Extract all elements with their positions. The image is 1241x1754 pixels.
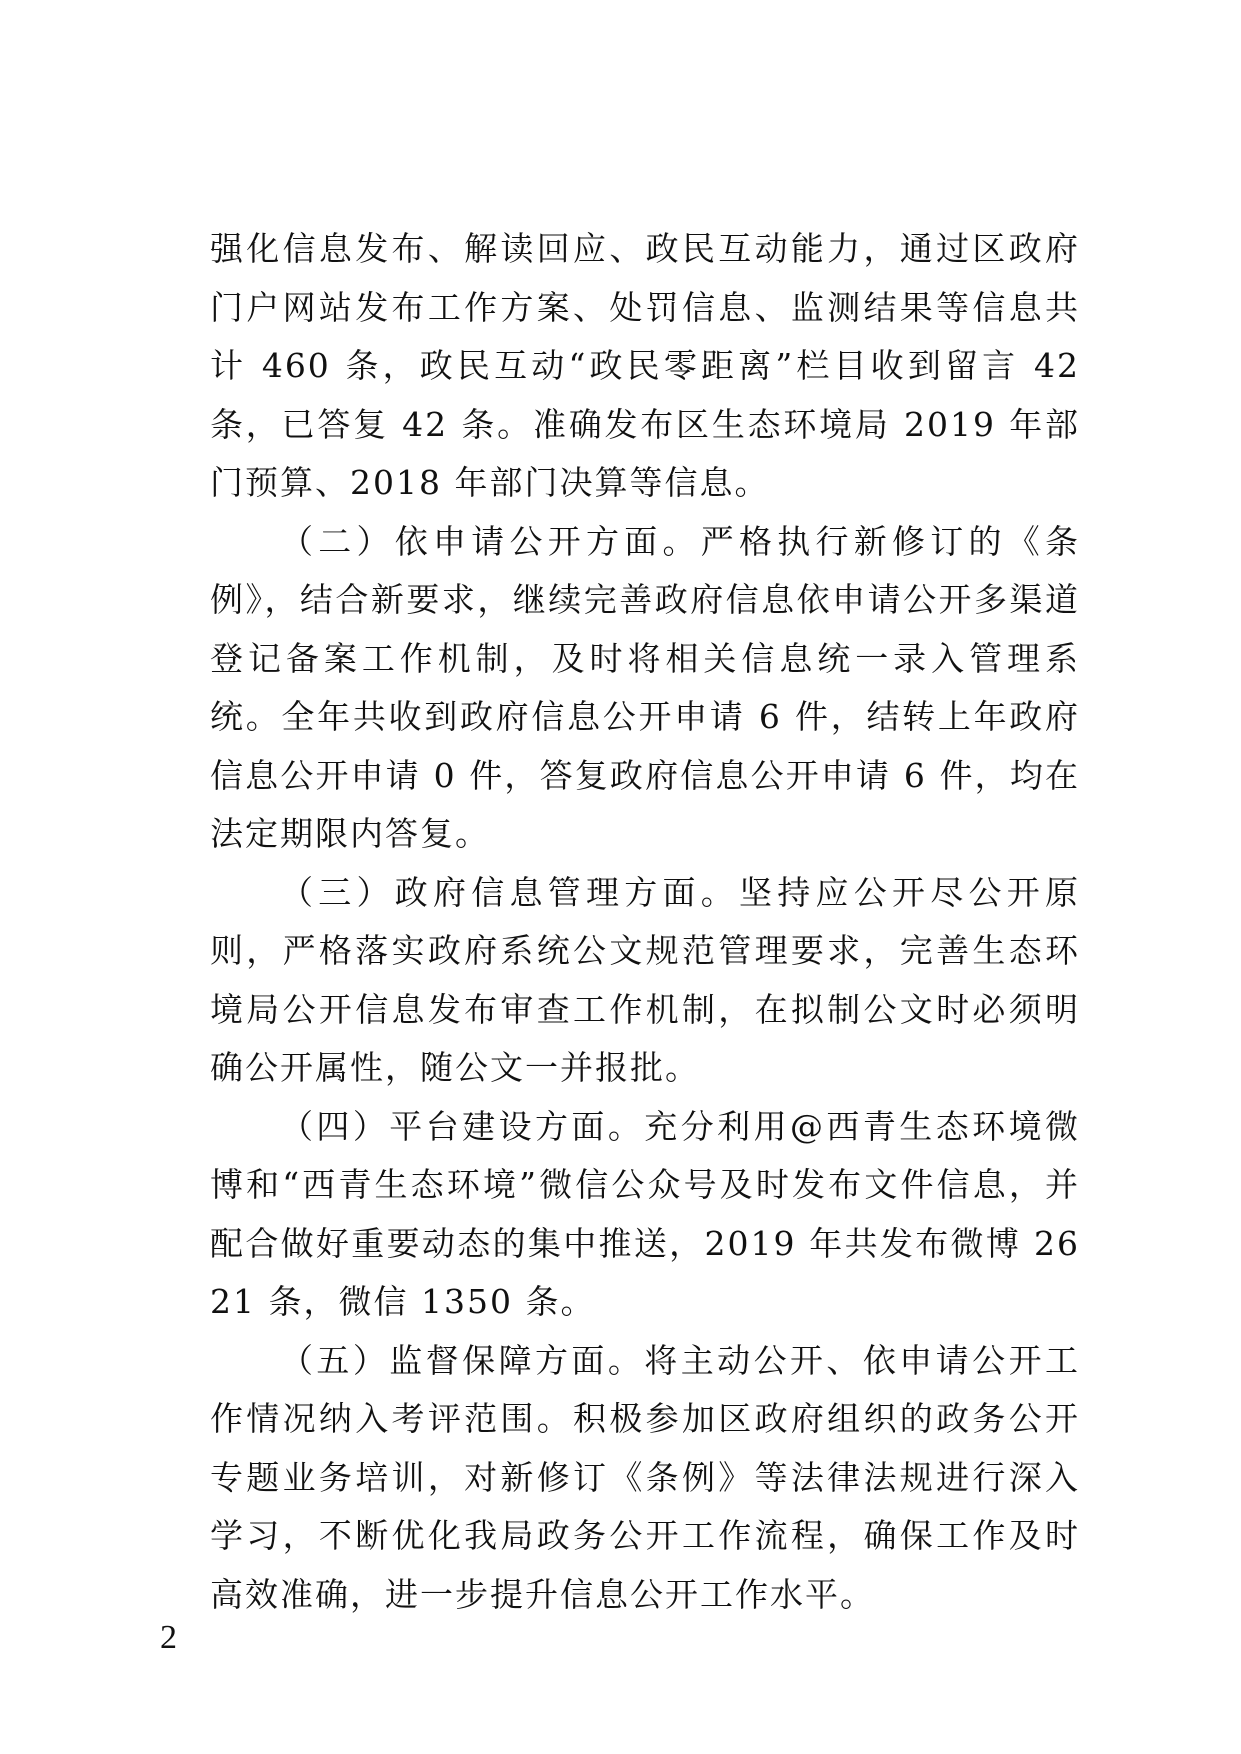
paragraph-section-4-platform-construction: （四）平台建设方面。充分利用@西青生态环境微博和“西青生态环境”微信公众号及时发布文件信息，并配合做好重要动态的集中推送，2019 年共发布微博 2621 条，微信 1350 条。 <box>210 1106 1080 1321</box>
page-number: 2 <box>160 1619 177 1656</box>
paragraph-section-2-application-disclosure: （二）依申请公开方面。严格执行新修订的《条例》，结合新要求，继续完善政府信息依申请公开多渠道登记备案工作机制，及时将相关信息统一录入管理系统。全年共收到政府信息公开申请 6 件，结转上年政府信息公开申请 0 件，答复政府信息公开申请 6 件，均在法定期限内答复。 <box>210 521 1080 853</box>
paragraph-section-3-information-management: （三）政府信息管理方面。坚持应公开尽公开原则，严格落实政府系统公文规范管理要求，完善生态环境局公开信息发布审查工作机制，在拟制公文时必须明确公开属性，随公文一并报批。 <box>210 872 1080 1087</box>
paragraph-section-5-supervision: （五）监督保障方面。将主动公开、依申请公开工作情况纳入考评范围。积极参加区政府组织的政务公开专题业务培训，对新修订《条例》等法律法规进行深入学习，不断优化我局政务公开工作流程，确保工作及时高效准确，进一步提升信息公开工作水平。 <box>210 1340 1080 1614</box>
document-body <box>210 220 1080 1624</box>
paragraph-intro-continued: 强化信息发布、解读回应、政民互动能力，通过区政府门户网站发布工作方案、处罚信息、监测结果等信息共计 460 条，政民互动“政民零距离”栏目收到留言 42 条，已答复 42 条。准确发布区生态环境局 2019 年部门预算、2018 年部门决算等信息。 <box>210 229 1080 502</box>
